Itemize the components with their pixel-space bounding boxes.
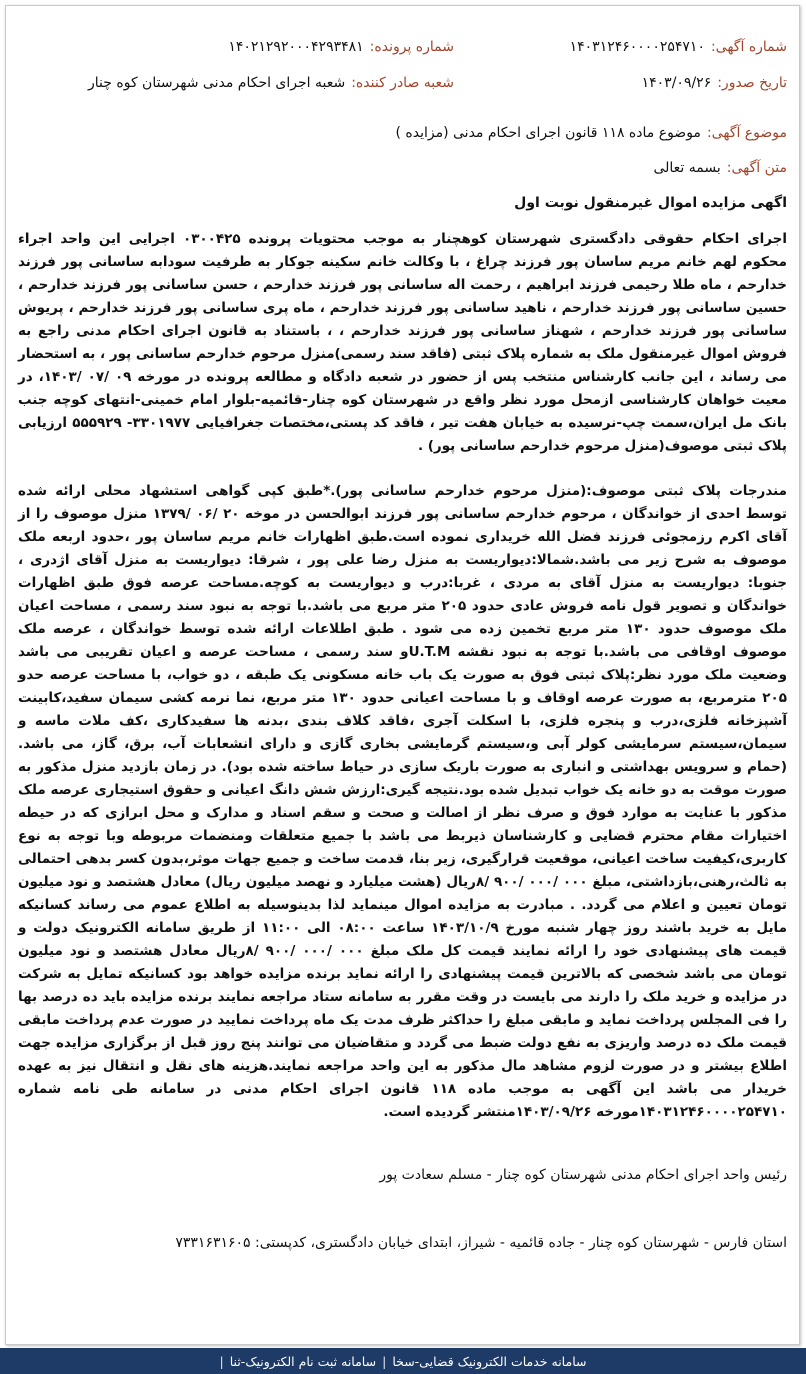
paragraph-line: قانون اجرای احکام مدنی در سامانه طی نامه شماره ۱۴۰۳۱۲۴۶۰۰۰۰۲۵۴۷۱۰مورخه ۱۴۰۳/۰۹/۲۶منتشر گردیده است.	[18, 1081, 787, 1120]
paragraph-line: ساسانی پور فرزند خدارحم ، ، باستناد به قانون اجرای احکام مدنی راجع به فروش اموال غیرمنقول ملک به شماره پلاک	[18, 323, 788, 362]
paragraph-line: پستی،مختصات جغرافیایی ۳۳۰۱۹۷۷- ۵۵۵۹۲۹ ارزیابی پلاک ثبتی موصوف(منزل مرحوم خدارحم ساسانی پور) .	[18, 415, 787, 454]
text-label-row	[653, 157, 787, 179]
bar-separator: |	[219, 1353, 224, 1369]
paragraph-line: ارائه شده توسط خواندگان ، عرصه ملک موصوف اوقافی می باشد.با توجه به نبود نقشه U.T.Mو سند رسمی ، مساحت عرصه و	[18, 621, 788, 660]
issuing-branch-row	[88, 72, 454, 94]
paragraph-line: در شعبه دادگاه و مطالعه پرونده در مورخه ۰۹ /۰۷ /۱۴۰۳، در معیت خواهان کارشناسی ازمحل مورد نظر واقع در شهرستان کوه	[18, 369, 788, 408]
paragraph-line: می رساند کسانیکه مایل به خرید باشند روز چهار شنبه مورخ ۱۴۰۳/۱۰/۹ ساعت ۰۸:۰۰ الی ۱۱:۰۰ از طریق سامانه	[18, 897, 787, 936]
address-line: استان فارس - شهرستان کوه چنار - جاده قائمیه - شیراز، ابتدای خیابان دادگستری، کدپستی: ۷۳۳۱۶۳۱۶۰۵	[175, 1235, 787, 1251]
bar-separator: |	[382, 1353, 387, 1369]
subject-row	[395, 122, 787, 144]
issuing-branch-label: شعبه صادر کننده:	[351, 75, 454, 91]
sana-link[interactable]: سامانه ثبت نام الکترونیک-ثنا	[229, 1353, 377, 1369]
subject-value: موضوع ماده ۱۱۸ قانون اجرای احکام مدنی (مزایده )	[395, 125, 701, 141]
issue-date-value: ۱۴۰۳/۰۹/۲۶	[641, 75, 712, 91]
paragraph-line: واریزی به نفع دولت ضبط می گردد و متقاضیان می توانند پنج روز قبل از برگزاری مزایده جهت اطلاع بیشتر و در صورت لزوم	[18, 1035, 788, 1074]
notice-sheet	[5, 5, 800, 1345]
paragraph-line: اجرای احکام حقوقی دادگستری شهرستان کوهچنار به موجب محتویات پرونده ۰۳۰۰۴۲۵ اجرایی این واحد اجراء محکوم لهم	[18, 231, 788, 270]
issuing-branch-value: شعبه اجرای احکام مدنی شهرستان کوه چنار	[88, 75, 346, 91]
notice-body	[18, 228, 787, 1254]
paragraph-line: خانم مریم ساسان پور فرزند چراغ ، با وکالت خانم سکینه جوکار به طرفیت سودابه ساسانی پور فرزند خدارحم ، ماه طلا	[18, 254, 787, 293]
text-opening: بسمه تعالی	[653, 160, 721, 176]
paragraph-line: غربا:درب و دیواریست به کوچه.مساحت عرصه فوق طبق اظهارات خواندگان و تصویر قول نامه فروش عادی حدود ۲۰۵ متر	[18, 575, 787, 614]
paragraph-line: آشپزخانه فلزی،درب و پنجره فلزی، با اسکلت آجری ،فاقد کلاف بندی ،بدنه ها سفیدکاری ،کف ملات ماسه و سیمان،سیستم	[18, 713, 787, 752]
paragraph-line: پرداخت نماید و مابقی مبلغ را حداکثر ظرف مدت یک ماه پرداخت نمایید در صورت عدم پرداخت مابقی قیمت ملک ده درصد	[18, 1012, 788, 1051]
paragraph-line: جمیع جهات موثر،بدون کسر بدهی احتمالی به ثالث،رهنی،بازداشتی، مبلغ ۰۰۰ /۰۰۰ /۹۰۰ /۸ریال (هشت میلیارد و نهصد میلیون	[18, 851, 787, 890]
paragraph-line: رحیمی فرزند ابراهیم ، رحمت اله ساسانی پور فرزند خدارحم ، حسن ساسانی پور فرزند خدارحم ، حسین ساسانی پور فرزند	[18, 277, 787, 316]
paragraph-line: الکترونیک دولت و قیمت های پیشنهادی خود را ارائه نمایند قیمت کل ملک مبلغ ۰۰۰ /۰۰۰ /۹۰۰ /۸ریال معادل هشتصد و نود	[18, 920, 787, 959]
paragraph-line: باشد.شمالا:دیواریست به منزل رضا علی پور ، شرقا: دیواریست به منزل آقای اژدری ، جنوبا: دیواریست به منزل آقای به مردی ،	[18, 552, 787, 591]
notice-number-label: شماره آگهی:	[710, 39, 787, 55]
paragraph-line: مشاهد مال مذکور به این واحد مراجعه نمایند.هزینه های نقل و انتقال نیز به عهده خریدار می باشد این آگهی به موجب ماده ۱۱۸	[18, 1058, 788, 1097]
paragraph-line: میلیون تومان می باشد شخصی که بالاترین قیمت پیشنهادی را ارائه نماید برنده مزایده خواهد بود کسانیکه تمایل به شرکت در	[18, 943, 788, 1005]
subject-label: موضوع آگهی:	[706, 125, 787, 141]
bottom-bar	[0, 1348, 806, 1374]
sakha-link[interactable]: سامانه خدمات الکترونیک قضایی-سخا	[392, 1353, 587, 1369]
paragraph-line: انباری به صورت باریک سازی در حیاط ساخته شده بود). در زمان بازدید منزل مذکور به صورت موقت به دو خانه یک خواب	[18, 759, 787, 798]
signature-line: رئیس واحد اجرای احکام مدنی شهرستان کوه چنار - مسلم سعادت پور	[379, 1167, 787, 1183]
text-label: متن آگهی:	[726, 160, 787, 176]
case-number-row	[228, 36, 454, 58]
paragraph-line: فضل الله خریداری نموده است.طبق اظهارات خانم مریم ساسان پور ،حدود اربعه ملک موصوف به شرح زیر می	[18, 529, 787, 568]
notice-number-value: ۱۴۰۳۱۲۴۶۰۰۰۰۲۵۴۷۱۰	[569, 39, 705, 55]
paragraph-line: چنار-قائمیه-بلوار امام خمینی-انتهای کوچه جنب بانک مل ایران،سمت چپ-نرسیده به خیابان هفت تیر ، فاقد کد	[18, 392, 788, 431]
notice-number-row	[570, 36, 787, 58]
case-number-value: ۱۴۰۲۱۲۹۲۰۰۰۴۲۹۳۴۸۱	[228, 39, 364, 55]
paragraph-line: عرصه حدو ۲۰۵ مترمربع، به صورت عرصه اوقاف و با مساحت اعیانی حدود ۱۳۰ متر مربع، نما نرمه کشی سیمان سفید،کابینت	[18, 667, 787, 706]
issue-date-label: تاریخ صدور:	[717, 75, 787, 91]
paragraph-line: ثبتی (فاقد سند رسمی)منزل مرحوم خدارحم ساسانی پور ، به استحضار می رساند ، این جانب کارشناس منتخب پس از حضور	[18, 346, 788, 385]
paragraph-line: سرمایشی کولر آبی و،سیستم گرمایشی بخاری گازی و دارای انشعابات آب، برق، گاز، می باشد.(حمام و سرویس بهداشتی و	[18, 736, 787, 775]
case-number-label: شماره پرونده:	[369, 39, 454, 55]
paragraph-line: اعیان تقریبی می باشد وضعیت ملک مورد نظر:پلاک ثبتی فوق به صورت یک باب خانه مسکونی یک طبقه ، دو خواب، با مساحت	[18, 644, 787, 683]
paragraph-line: ریال) معادل هشتصد و نود میلیون تومان تعیین و اعلام می گردد. . مبادرت به مزایده اموال مینماید لذا بدینوسیله به اطلاع عموم	[18, 874, 787, 913]
issue-date-row	[642, 72, 787, 94]
paragraph-line: مزایده و خرید ملک را دارند می بایست در وقت مقرر به سامانه ستاد مراجعه نمایند برنده مزایده باید ده درصد بها را فی المجلس	[18, 989, 788, 1028]
paragraph-2	[18, 480, 787, 1124]
paragraph-1	[18, 228, 787, 458]
paragraph-line: مندرجات پلاک ثبتی موصوف:(منزل مرحوم خدارحم ساسانی پور).*طبق کپی گواهی استشهاد محلی ارائه شده توسط احدی از	[18, 483, 787, 522]
notice-title: اگهی مزایده اموال غیرمنقول نوبت اول	[514, 195, 787, 211]
paragraph-line: از اصالت و صحت و سقم اسناد و مدارک و محل ابرازی که در حیطه اختیارات مقام محترم قضایی و کارشناسان ذیربط می باشد	[18, 805, 787, 844]
paragraph-line: خواندگان ، مرحوم خدارحم ساسانی پور فرزند ابوالحسن در موخه ۲۰ /۰۶ /۱۳۷۹ منزل موصوف را از آقای اکرم رزمجوئی فرزند	[18, 506, 787, 545]
paragraph-line: خدارحم ، ناهید ساسانی پور فرزند خدارحم ، ماه پری ساسانی پور فرزند خدارحم ، پریوش ساسانی پور فرزند خدارحم ، شهناز	[18, 300, 787, 339]
paragraph-line: مربع می باشد.با توجه به نبود سند رسمی ، مساحت اعیان ملک موصوف حدود ۱۳۰ متر مربع تخمین زده می شود . طبق اطلاعات	[18, 598, 788, 637]
paragraph-line: تبدیل شده بود.نتیجه گیری:ارزش شش دانگ اعیانی و حقوق استیجاری عرصه ملک مذکور با عنایت به موارد فوق و صرف نظر	[18, 782, 788, 821]
paragraph-line: با جمیع متعلقات ومنضمات مربوطه وبا توجه به نوع کاربری،کیفیت ساخت اعیانی، موقعیت قرارگیری، زیر بنا، قدمت ساخت و	[18, 828, 787, 867]
